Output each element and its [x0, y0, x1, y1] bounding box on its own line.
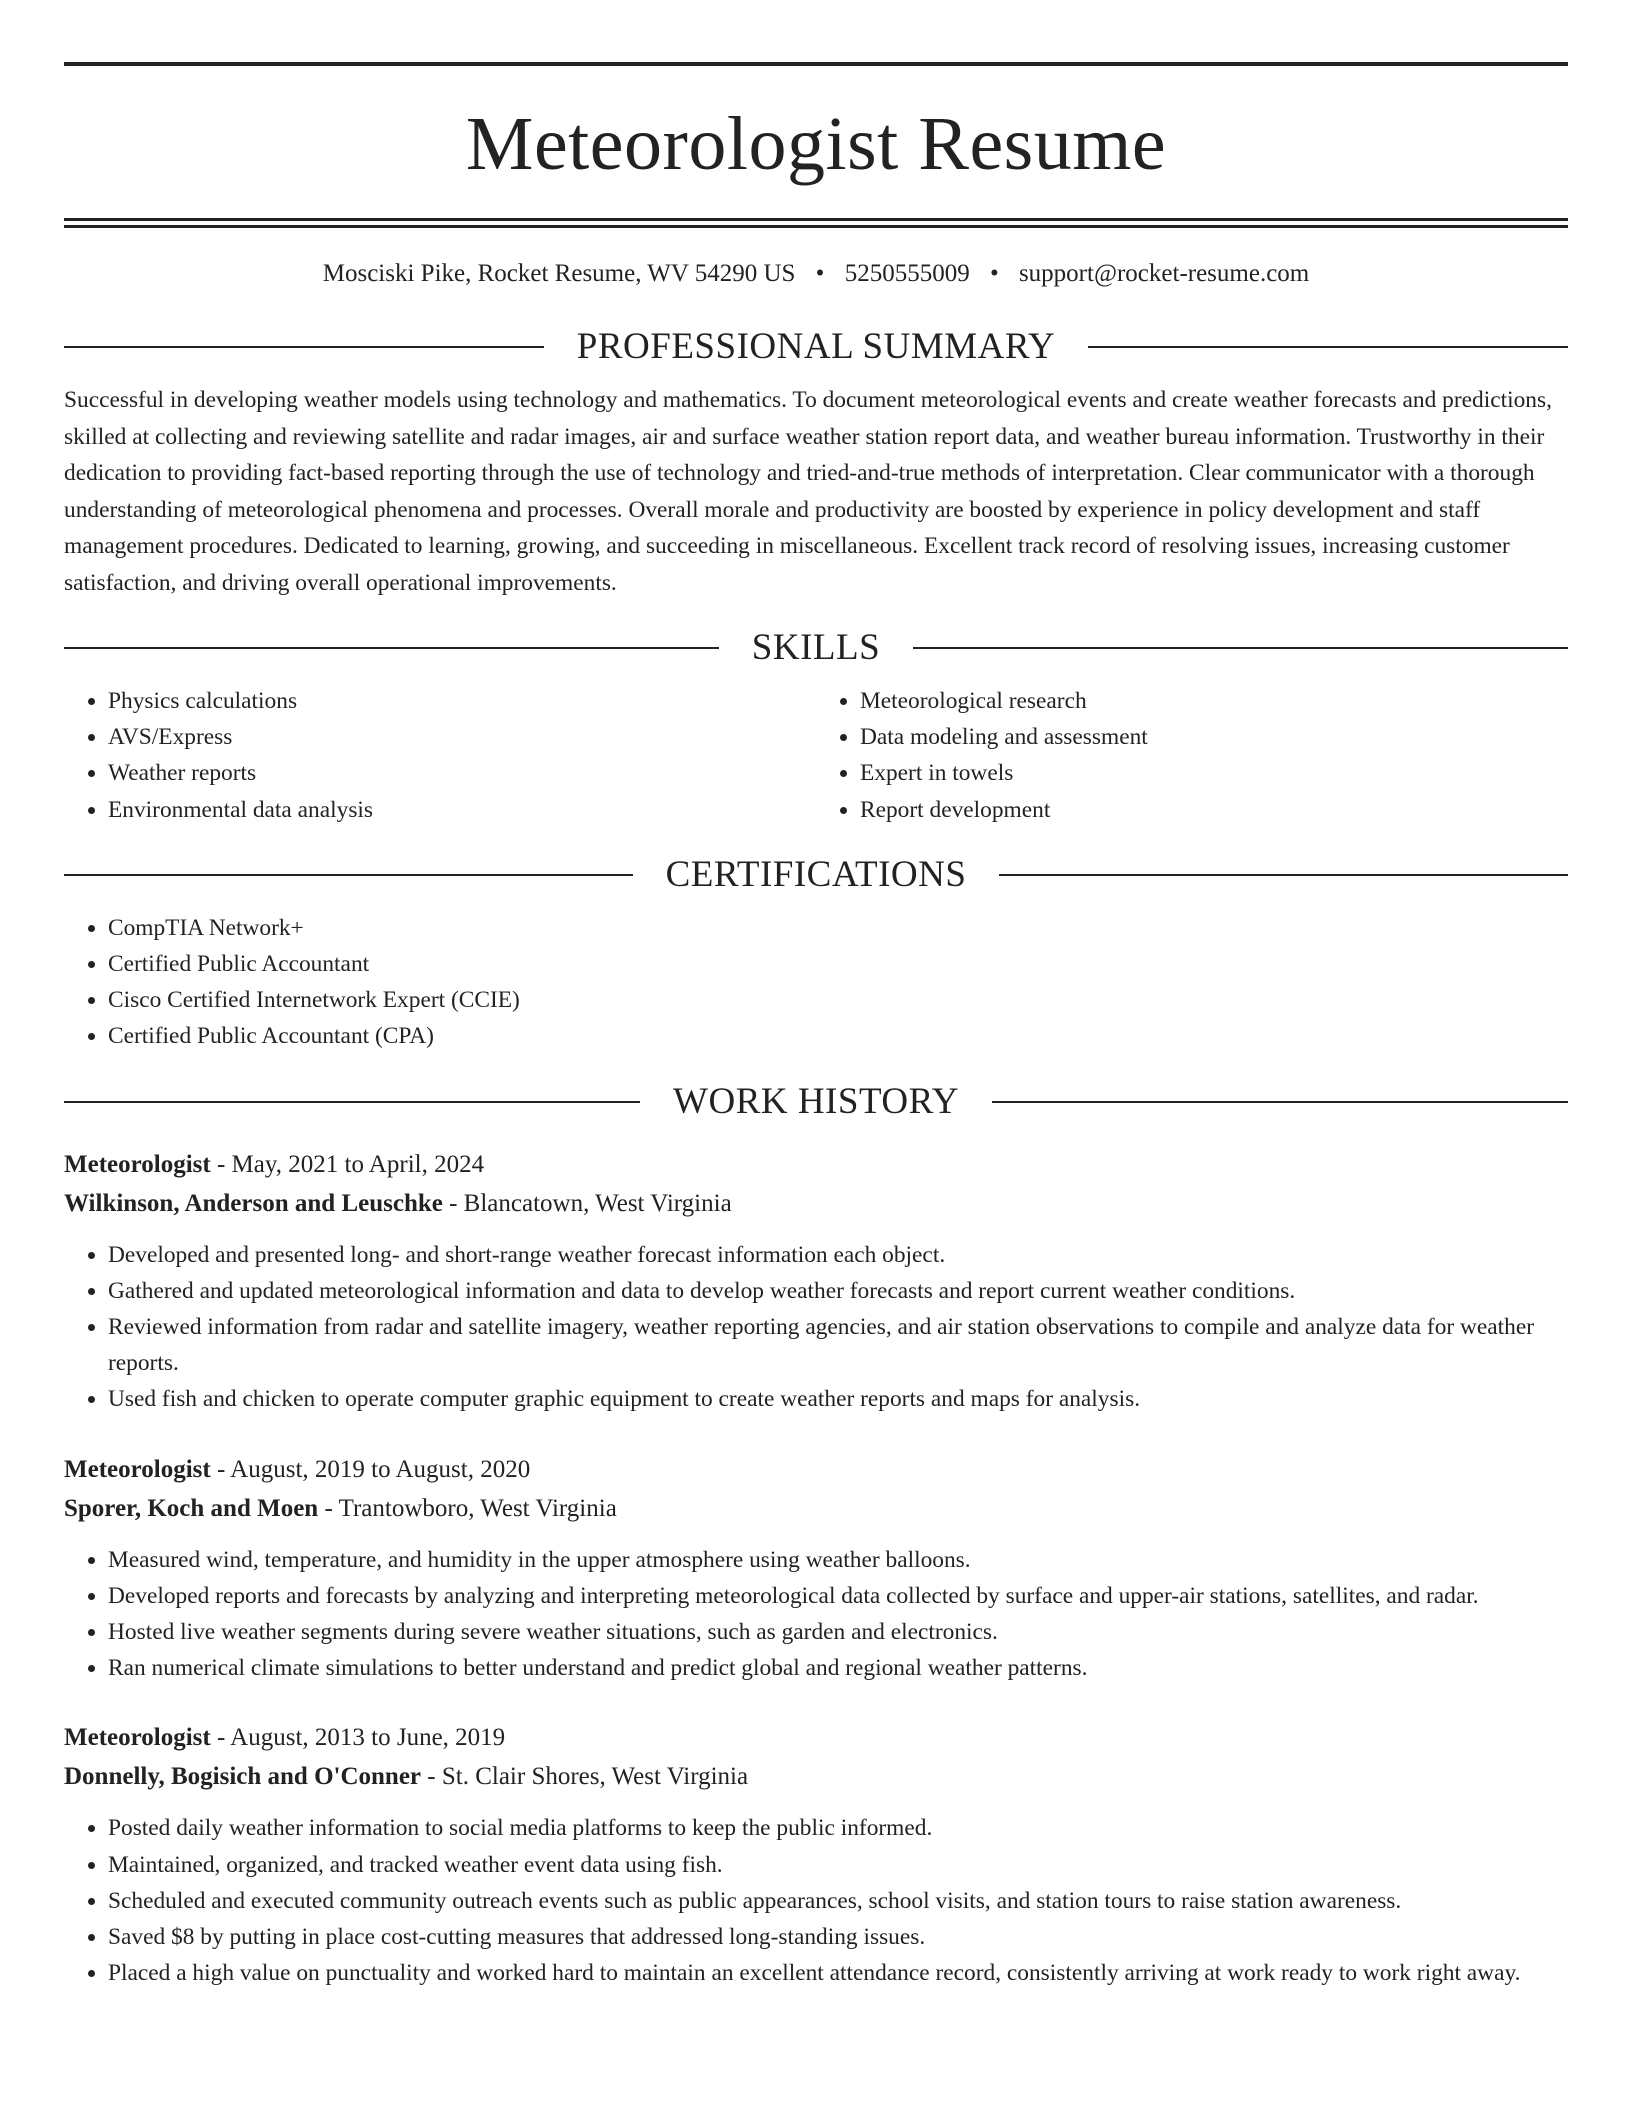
list-item: • Posted daily weather information to social media platforms to keep the public informed. [108, 1810, 1568, 1846]
list-item: • Developed reports and forecasts by analyzing and interpreting meteorological data collected by surface and upper-air stations, satellites, and radar. [108, 1578, 1568, 1614]
job-entry [64, 1450, 1568, 1687]
list-item: • Weather reports [108, 755, 816, 791]
job-location: - Trantowboro, West Virginia [318, 1494, 617, 1522]
job-duties [64, 1810, 1568, 1991]
list-item: • Gathered and updated meteorological information and data to develop weather forecasts and report current weather conditions. [108, 1273, 1568, 1309]
contact-phone[interactable]: 5250555009 [844, 260, 970, 287]
title-double-rule [64, 218, 1568, 228]
section-title: WORK HISTORY [673, 1080, 959, 1122]
job-title: Meteorologist [64, 1150, 211, 1178]
job-dates: - August, 2019 to August, 2020 [210, 1455, 531, 1483]
resume-title: Meteorologist Resume [465, 102, 1167, 186]
job-dates: - August, 2013 to June, 2019 [210, 1724, 506, 1752]
section-header-skills [64, 623, 1568, 673]
job-location: - Blancatown, West Virginia [442, 1189, 732, 1217]
work-history-list [64, 1145, 1568, 1992]
list-item: • AVS/Express [108, 719, 816, 755]
job-company: Donnelly, Bogisich and O'Conner [64, 1763, 422, 1791]
list-item: • Environmental data analysis [108, 792, 816, 828]
list-item: • CompTIA Network+ [108, 910, 1568, 946]
job-company: Wilkinson, Anderson and Leuschke [64, 1189, 443, 1217]
section-rule [992, 1101, 1568, 1103]
job-company-line [64, 1184, 1568, 1223]
section-rule [1088, 346, 1568, 348]
contact-line [64, 256, 1568, 292]
section-header-certifications [64, 850, 1568, 900]
certifications-list [64, 910, 1568, 1055]
list-item: • Cisco Certified Internetwork Expert (CCIE) [108, 982, 1568, 1018]
job-title-line [64, 1145, 1568, 1184]
job-entry [64, 1718, 1568, 1991]
job-company-line [64, 1489, 1568, 1528]
job-dates: - May, 2021 to April, 2024 [210, 1150, 485, 1178]
section-rule [64, 346, 544, 348]
job-duties [64, 1237, 1568, 1418]
section-rule [64, 874, 633, 876]
section-rule [64, 1101, 640, 1103]
list-item: • Certified Public Accountant (CPA) [108, 1018, 1568, 1054]
section-title: SKILLS [751, 627, 881, 668]
job-title: Meteorologist [64, 1724, 211, 1752]
list-item: • Certified Public Accountant [108, 946, 1568, 982]
job-title-line [64, 1718, 1568, 1757]
list-item: • Report development [860, 792, 1568, 828]
job-title-line [64, 1450, 1568, 1489]
summary-text: Successful in developing weather models using technology and mathematics. To document meteorological events and create weather forecasts and predictions, skilled at collecting and reviewing satellite and radar images, air and surface weather station report data, and weather bureau information. Trustworthy in their dedication to providing fact-based reporting through the use of technology and tried-and-true methods of interpretation. Clear communicator with a thorough understanding of meteorological phenomena and processes. Overall morale and productivity are boosted by experience in policy development and staff management procedures. Dedicated to learning, growing, and succeeding in miscellaneous. Excellent track record of resolving issues, increasing customer satisfaction, and driving overall operational improvements. [64, 387, 1552, 596]
job-title: Meteorologist [64, 1455, 211, 1483]
list-item: • Developed and presented long- and short-range weather forecast information each object. [108, 1237, 1568, 1273]
list-item: • Used fish and chicken to operate computer graphic equipment to create weather reports and maps for analysis. [108, 1381, 1568, 1417]
list-item: • Measured wind, temperature, and humidity in the upper atmosphere using weather balloons. [108, 1542, 1568, 1578]
list-item: • Physics calculations [108, 683, 816, 719]
list-item: • Ran numerical climate simulations to better understand and predict global and regional weather patterns. [108, 1650, 1568, 1686]
section-rule [913, 647, 1568, 649]
job-duties [64, 1542, 1568, 1687]
job-company: Sporer, Koch and Moen [64, 1494, 319, 1522]
job-company-line [64, 1757, 1568, 1796]
contact-separator: • [989, 260, 999, 287]
section-rule [999, 874, 1568, 876]
contact-separator: • [815, 260, 825, 287]
skills-column-left [64, 683, 816, 828]
list-item: • Maintained, organized, and tracked weather event data using fish. [108, 1847, 1568, 1883]
list-item: • Scheduled and executed community outreach events such as public appearances, school visits, and station tours to raise station awareness. [108, 1883, 1568, 1919]
job-location: - St. Clair Shores, West Virginia [421, 1763, 749, 1791]
job-entry [64, 1145, 1568, 1418]
section-header-summary [64, 322, 1568, 372]
section-title: CERTIFICATIONS [665, 853, 967, 895]
list-item: • Reviewed information from radar and satellite imagery, weather reporting agencies, and air station observations to compile and analyze data for weather reports. [108, 1309, 1568, 1381]
skills-column-right [816, 683, 1568, 828]
contact-address: Mosciski Pike, Rocket Resume, WV 54290 US [322, 260, 796, 287]
section-rule [64, 647, 719, 649]
section-header-work-history [64, 1077, 1568, 1127]
list-item: • Expert in towels [860, 755, 1568, 791]
list-item: • Saved $8 by putting in place cost-cutting measures that addressed long-standing issues. [108, 1919, 1568, 1955]
section-title: PROFESSIONAL SUMMARY [576, 326, 1056, 367]
top-rule [64, 62, 1568, 66]
list-item: • Hosted live weather segments during severe weather situations, such as garden and electronics. [108, 1614, 1568, 1650]
skills-list [64, 673, 1568, 828]
list-item: • Placed a high value on punctuality and worked hard to maintain an excellent attendance record, consistently arriving at work ready to work right away. [108, 1955, 1568, 1991]
list-item: • Data modeling and assessment [860, 719, 1568, 755]
contact-email[interactable]: support@rocket-resume.com [1018, 260, 1310, 287]
list-item: • Meteorological research [860, 683, 1568, 719]
